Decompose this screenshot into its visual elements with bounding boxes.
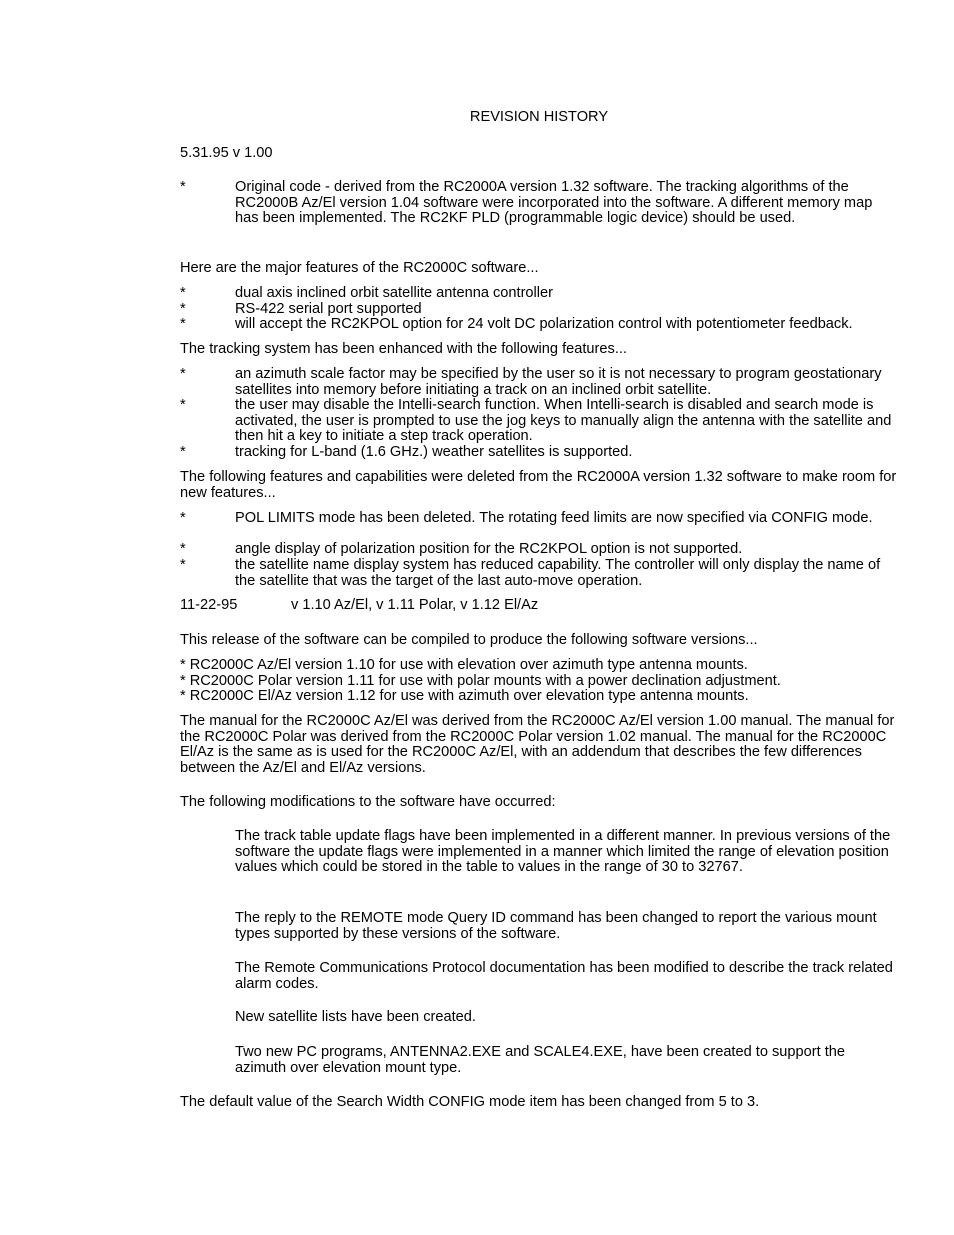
modification-item: The track table update flags have been implemented in a different manner. In previous versions of the software the update flags were implemented in a manner which limited the range of elevation position values which could be stored in the table to values in the range of 30 to 32767. — [235, 828, 891, 876]
version-list-item: * RC2000C El/Az version 1.12 for use with azimuth over elevation type antenna mounts. — [180, 688, 749, 704]
version-heading-1-00: 5.31.95 v 1.00 — [180, 145, 273, 161]
release-intro: This release of the software can be compiled to produce the following software versions... — [180, 632, 758, 648]
tracking-item: tracking for L-band (1.6 GHz.) weather satellites is supported. — [235, 444, 633, 460]
page-title: REVISION HISTORY — [469, 109, 609, 125]
bullet-mark: * — [180, 541, 186, 557]
search-width-note: The default value of the Search Width CONFIG mode item has been changed from 5 to 3. — [180, 1094, 760, 1110]
tracking-intro: The tracking system has been enhanced with the following features... — [180, 341, 627, 357]
bullet-mark: * — [180, 397, 186, 413]
manual-note: The manual for the RC2000C Az/El was derived from the RC2000C Az/El version 1.00 manual. The manual for the RC2000C Polar was derived from the RC2000C Polar version 1.02 manual. The manual for the RC2000C El/Az is the same as is used for the RC2000C Az/El, with an addendum that describes the few differences between the Az/El and El/Az versions. — [180, 713, 895, 777]
modification-item: New satellite lists have been created. — [235, 1009, 476, 1025]
bullet-mark: * — [180, 179, 186, 195]
deleted-item: angle display of polarization position for the RC2KPOL option is not supported. — [235, 541, 743, 557]
feature-item: dual axis inclined orbit satellite antenna controller — [235, 285, 554, 301]
bullet-mark: * — [180, 301, 186, 317]
deleted-item: POL LIMITS mode has been deleted. The rotating feed limits are now specified via CONFIG mode. — [235, 510, 873, 526]
version-list-item: * RC2000C Az/El version 1.10 for use with elevation over azimuth type antenna mounts. — [180, 657, 748, 673]
tracking-item: an azimuth scale factor may be specified by the user so it is not necessary to program geostationary satellites into memory before initiating a track on an inclined orbit satellite. — [235, 366, 882, 398]
bullet-mark: * — [180, 285, 186, 301]
feature-item: RS-422 serial port supported — [235, 301, 422, 317]
features-intro: Here are the major features of the RC2000C software... — [180, 260, 539, 276]
modification-item: Two new PC programs, ANTENNA2.EXE and SCALE4.EXE, have been created to support the azimuth over elevation mount type. — [235, 1044, 846, 1076]
modification-item: The reply to the REMOTE mode Query ID command has been changed to report the various mount types supported by these versions of the software. — [235, 910, 877, 942]
release-versions: v 1.10 Az/El, v 1.11 Polar, v 1.12 El/Az — [291, 597, 539, 613]
bullet-mark: * — [180, 557, 186, 573]
deleted-item: the satellite name display system has reduced capability. The controller will only display the name of the satellite that was the target of the last auto-move operation. — [235, 557, 881, 589]
tracking-item: the user may disable the Intelli-search function. When Intelli-search is disabled and search mode is activated, the user is prompted to use the jog keys to manually align the antenna with the satellite and then hit a key to initiate a step track operation. — [235, 397, 892, 445]
release-date: 11-22-95 — [180, 597, 238, 613]
modifications-intro: The following modifications to the software have occurred: — [180, 794, 556, 810]
bullet-mark: * — [180, 316, 186, 332]
original-code-note: Original code - derived from the RC2000A version 1.32 software. The tracking algorithms of the RC2000B Az/El version 1.04 software were incorporated into the software. A different memory map has been implemented. The RC2KF PLD (programmable logic device) should be used. — [235, 179, 873, 227]
feature-item: will accept the RC2KPOL option for 24 volt DC polarization control with potentiometer feedback. — [235, 316, 853, 332]
bullet-mark: * — [180, 444, 186, 460]
bullet-mark: * — [180, 366, 186, 382]
modification-item: The Remote Communications Protocol documentation has been modified to describe the track related alarm codes. — [235, 960, 893, 992]
deleted-intro: The following features and capabilities were deleted from the RC2000A version 1.32 software to make room for new features... — [180, 469, 897, 501]
bullet-mark: * — [180, 510, 186, 526]
version-list-item: * RC2000C Polar version 1.11 for use with polar mounts with a power declination adjustment. — [180, 673, 781, 689]
